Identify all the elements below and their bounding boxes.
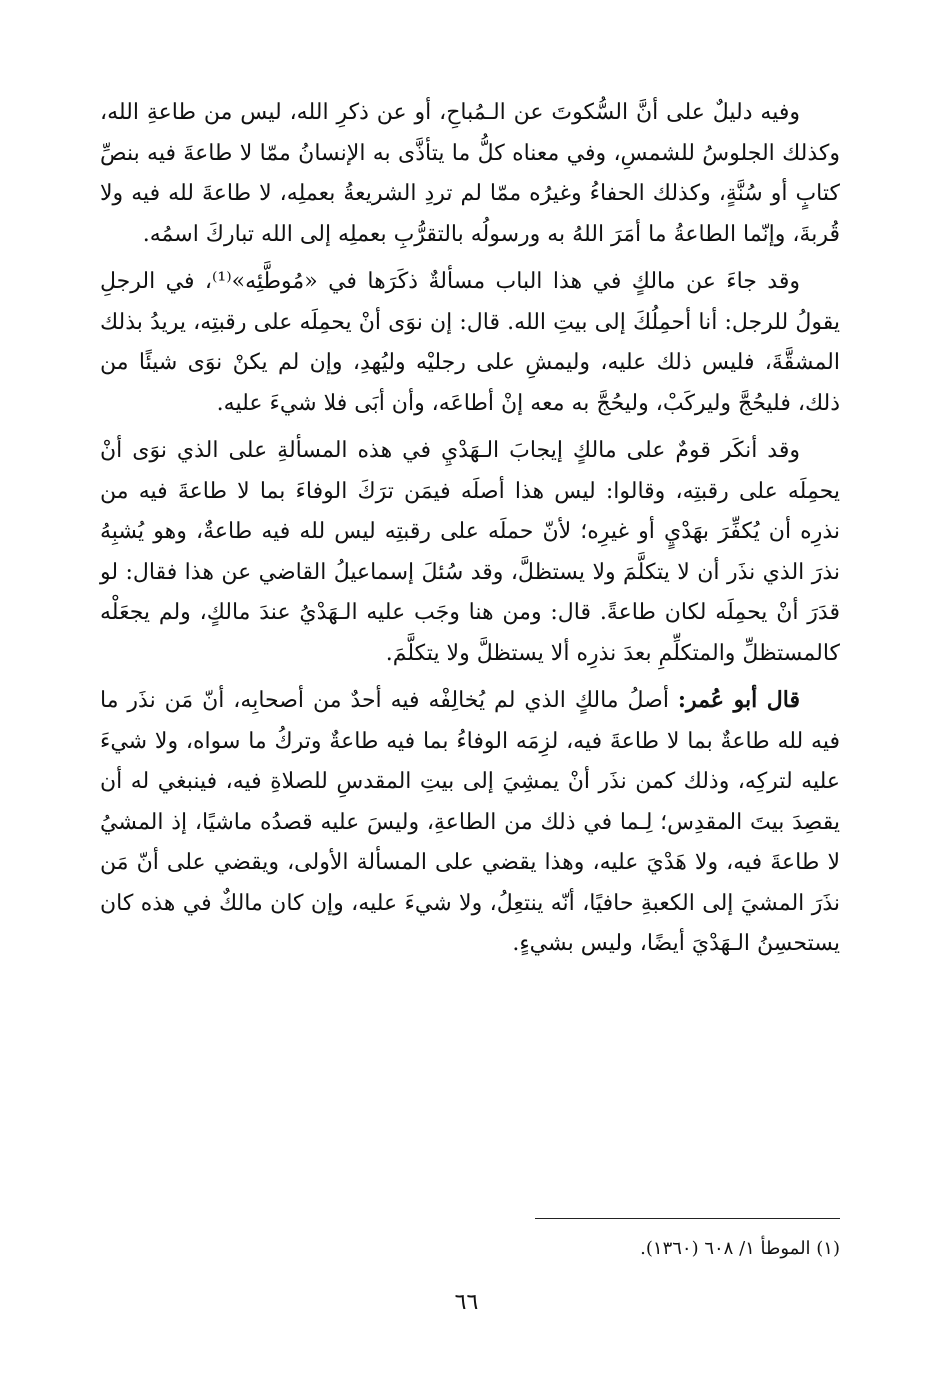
footnote: (١) الموطأ ١/ ٦٠٨ (١٣٦٠). <box>640 1238 840 1259</box>
paragraph-3 <box>100 430 840 674</box>
page-number: ٦٦ <box>454 1290 479 1315</box>
paragraph-2-text: وقد جاءَ عن مالكٍ في هذا الباب مسألةٌ ذكَرَها في «مُوطَّئِه»⁽¹⁾، في الرجلِ يقولُ للرجل: أنا أحمِلُكَ إلى بيتِ الله. قال: إن نوَى أنْ يحمِلَه على رقبتِه، يريدُ بذلك المشقَّةَ، فليس ذلك عليه، وليمشِ على رجليْه وليُهدِ، وإن لم يكنْ نوَى شيئًا من ذلك، فليحُجَّ وليركَبْ، وليحُجَّ به معه إنْ أطاعَه، وأن أبَى فلا شيءَ عليه. <box>100 269 840 416</box>
footnote-separator <box>535 1218 840 1219</box>
paragraph-3-text: وقد أنكَر قومٌ على مالكٍ إيجابَ الـهَدْيِ في هذه المسألةِ على الذي نوَى أنْ يحمِلَه على رقبتِه، وقالوا: ليس هذا أصلَه فيمَن ترَكَ الوفاءَ بما لا طاعةَ فيه من نذرِه أن يُكفِّرَ بهَدْيٍ أو غيرِه؛ لأنّ حملَه على رقبتِه ليس لله فيه طاعةٌ، وهو يُشبِهُ نذرَ الذي نذَر أن لا يتكلَّمَ ولا يستظلَّ، وقد سُئلَ إسماعيلُ القاضي عن هذا فقال: لو قدَرَ أنْ يحمِلَه لكان طاعةً. قال: ومن هنا وجَب عليه الـهَدْيُ عندَ مالكٍ، ولم يجعَلْه كالمستظلِّ والمتكلِّمِ بعدَ نذرِه ألا يستظلَّ ولا يتكلَّمَ. <box>100 438 840 666</box>
paragraph-2 <box>100 261 840 424</box>
main-text <box>100 92 840 971</box>
paragraph-4-lead: قال أبو عُمر: <box>677 687 801 713</box>
paragraph-1-text: وفيه دليلٌ على أنَّ السُّكوتَ عن الـمُباحِ، أو عن ذكرِ الله، ليس من طاعةِ الله، وكذلك الجلوسُ للشمسِ، وفي معناه كلُّ ما يتأذَّى به الإنسانُ ممّا لا طاعةَ فيه بنصِّ كتابٍ أو سُنَّةٍ، وكذلك الحفاءُ وغيرُه ممّا لم تردِ الشريعةُ بعملِه، لا طاعةَ لله فيه ولا قُربةَ، وإنّما الطاعةُ ما أمَرَ اللهُ به ورسولُه بالتقرُّبِ بعملِه إلى الله تباركَ اسمُه. <box>100 100 840 247</box>
paragraph-4-text: أصلُ مالكٍ الذي لم يُخالِفْه فيه أحدٌ من أصحابِه، أنّ مَن نذَر ما فيه لله طاعةٌ بما لا طاعةَ فيه، لزِمَه الوفاءُ بما فيه طاعةٌ وتركُ ما سواه، ولا شيءَ عليه لتركِه، وذلك كمن نذَر أنْ يمشِيَ إلى بيتِ المقدسِ للصلاةِ فيه، فينبغي له أن يقصِدَ بيتَ المقدِس؛ لِـما في ذلك من الطاعةِ، وليسَ عليه قصدُه ماشيًا، إذ المشيُ لا طاعةَ فيه، ولا هَدْيَ عليه، وهذا يقضي على المسألة الأولى، ويقضي على أنّ مَن نذَرَ المشيَ إلى الكعبةِ حافيًا، أنّه ينتعِلُ، ولا شيءَ عليه، وإن كان مالكٌ في هذه كان يستحسِنُ الـهَدْيَ أيضًا، وليس بشيءٍ. <box>100 688 840 956</box>
paragraph-1 <box>100 92 840 255</box>
paragraph-4 <box>100 680 840 965</box>
